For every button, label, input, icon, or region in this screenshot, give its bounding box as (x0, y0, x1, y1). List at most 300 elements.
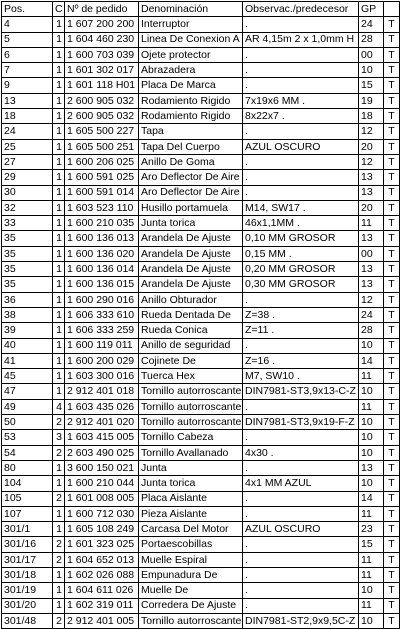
cell-c: 1 (53, 246, 65, 261)
cell-denomination: Tornillo Avallanado (139, 445, 243, 460)
cell-observations: . (243, 537, 359, 552)
cell-observations: . (243, 154, 359, 169)
table-row (2, 307, 400, 322)
cell-observations: 4x1 MM AZUL (243, 476, 359, 491)
cell-order-number: 1 600 136 020 (65, 246, 139, 261)
cell-pos: 104 (2, 476, 53, 491)
cell-gp: 00 (359, 47, 384, 62)
cell-gp: 10 (359, 476, 384, 491)
cell-c: 1 (53, 277, 65, 292)
cell-observations: . (243, 506, 359, 521)
cell-denomination: Anillo de seguridad (139, 338, 243, 353)
cell-order-number: 1 601 323 025 (65, 537, 139, 552)
cell-order-number: 1 600 703 039 (65, 47, 139, 62)
cell-pos: 33 (2, 216, 53, 231)
cell-denomination: Tornillo autorroscante (139, 415, 243, 430)
cell-gp: 13 (359, 231, 384, 246)
cell-order-number: 1 606 333 259 (65, 323, 139, 338)
cell-order-number: 1 600 206 025 (65, 154, 139, 169)
cell-observations: DIN7981-ST3,9x19-F-Z (243, 415, 359, 430)
cell-type: T (384, 613, 400, 628)
cell-gp: 10 (359, 63, 384, 78)
cell-pos: 27 (2, 154, 53, 169)
cell-order-number: 1 601 008 005 (65, 491, 139, 506)
table-row (2, 353, 400, 368)
cell-order-number: 1 603 415 005 (65, 430, 139, 445)
table-row (2, 613, 400, 628)
cell-gp: 24 (359, 307, 384, 322)
cell-observations: 8x22x7 . (243, 109, 359, 124)
table-row (2, 93, 400, 108)
cell-gp: 24 (359, 17, 384, 32)
cell-c: 1 (53, 353, 65, 368)
cell-denomination: Aro Deflector De Aire (139, 170, 243, 185)
cell-observations: 0,10 MM GROSOR (243, 231, 359, 246)
cell-order-number: 2 603 490 025 (65, 445, 139, 460)
table-row (2, 154, 400, 169)
cell-gp: 13 (359, 185, 384, 200)
cell-observations: 46x1,1MM . (243, 216, 359, 231)
cell-order-number: 1 600 591 014 (65, 185, 139, 200)
cell-c: 2 (53, 552, 65, 567)
header-gp: GP (359, 2, 384, 17)
cell-observations: 0,30 MM GROSOR (243, 277, 359, 292)
cell-gp: 10 (359, 415, 384, 430)
cell-denomination: Anillo De Goma (139, 154, 243, 169)
cell-denomination: Arandela De Ajuste (139, 262, 243, 277)
cell-type: T (384, 292, 400, 307)
parts-table-body (2, 2, 400, 629)
cell-order-number: 1 603 300 016 (65, 369, 139, 384)
cell-observations: . (243, 338, 359, 353)
cell-observations: 0,20 MM GROSOR (243, 262, 359, 277)
cell-type: T (384, 78, 400, 93)
table-row (2, 415, 400, 430)
cell-type: T (384, 200, 400, 215)
header-extra (384, 2, 400, 17)
cell-type: T (384, 583, 400, 598)
cell-denomination: Junta torica (139, 216, 243, 231)
cell-pos: 301/17 (2, 552, 53, 567)
cell-observations: Z=16 . (243, 353, 359, 368)
cell-denomination: Rodamiento Rigido (139, 109, 243, 124)
cell-observations: Z=38 . (243, 307, 359, 322)
cell-c: 1 (53, 292, 65, 307)
table-row (2, 17, 400, 32)
cell-pos: 80 (2, 460, 53, 475)
cell-type: T (384, 399, 400, 414)
cell-observations: . (243, 78, 359, 93)
cell-denomination: Cojinete De (139, 353, 243, 368)
cell-denomination: Empunadura De (139, 567, 243, 582)
cell-order-number: 1 603 523 110 (65, 200, 139, 215)
cell-observations: . (243, 47, 359, 62)
table-row (2, 323, 400, 338)
cell-order-number: 1 605 500 227 (65, 124, 139, 139)
cell-denomination: Anillo Obturador (139, 292, 243, 307)
cell-denomination: Tuerca Hex (139, 369, 243, 384)
cell-type: T (384, 170, 400, 185)
cell-observations: DIN7981-ST2,9x9,5C-Z (243, 613, 359, 628)
cell-gp: 10 (359, 430, 384, 445)
cell-gp: 19 (359, 93, 384, 108)
cell-type: T (384, 216, 400, 231)
cell-c: 1 (53, 124, 65, 139)
cell-pos: 54 (2, 445, 53, 460)
cell-pos: 35 (2, 262, 53, 277)
cell-observations: . (243, 292, 359, 307)
table-row (2, 32, 400, 47)
cell-pos: 7 (2, 63, 53, 78)
table-row (2, 445, 400, 460)
cell-type: T (384, 476, 400, 491)
cell-denomination: Ojete protector (139, 47, 243, 62)
cell-c: 2 (53, 445, 65, 460)
cell-type: T (384, 598, 400, 613)
cell-c: 1 (53, 307, 65, 322)
cell-denomination: Junta (139, 460, 243, 475)
cell-gp: 28 (359, 32, 384, 47)
cell-type: T (384, 460, 400, 475)
cell-pos: 301/20 (2, 598, 53, 613)
cell-denomination: Junta torica (139, 476, 243, 491)
cell-observations: AR 4,15m 2 x 1,0mm H (243, 32, 359, 47)
cell-c: 1 (53, 154, 65, 169)
cell-observations: Z=11 . (243, 323, 359, 338)
cell-order-number: 1 602 319 011 (65, 598, 139, 613)
cell-order-number: 1 604 611 026 (65, 583, 139, 598)
cell-observations: M14, SW17 . (243, 200, 359, 215)
cell-type: T (384, 323, 400, 338)
cell-denomination: Portaescobillas (139, 537, 243, 552)
cell-gp: 11 (359, 567, 384, 582)
cell-denomination: Muelle Espiral (139, 552, 243, 567)
cell-c: 1 (53, 170, 65, 185)
table-row (2, 109, 400, 124)
header-c: C (53, 2, 65, 17)
cell-c: 1 (53, 323, 65, 338)
cell-denomination: Muelle De (139, 583, 243, 598)
table-row (2, 185, 400, 200)
cell-type: T (384, 63, 400, 78)
cell-gp: 10 (359, 445, 384, 460)
cell-denomination: Linea De Conexion A (139, 32, 243, 47)
cell-gp: 18 (359, 109, 384, 124)
cell-gp: 11 (359, 506, 384, 521)
cell-order-number: 1 600 290 016 (65, 292, 139, 307)
cell-pos: 5 (2, 32, 53, 47)
cell-order-number: 2 912 401 018 (65, 384, 139, 399)
cell-type: T (384, 415, 400, 430)
cell-order-number: 1 600 136 015 (65, 277, 139, 292)
cell-gp: 14 (359, 353, 384, 368)
cell-pos: 47 (2, 384, 53, 399)
table-row (2, 506, 400, 521)
cell-pos: 25 (2, 139, 53, 154)
table-row (2, 170, 400, 185)
cell-observations: . (243, 583, 359, 598)
cell-gp: 11 (359, 552, 384, 567)
cell-pos: 35 (2, 277, 53, 292)
cell-gp: 23 (359, 522, 384, 537)
cell-order-number: 1 601 118 H01 (65, 78, 139, 93)
cell-c: 1 (53, 262, 65, 277)
cell-pos: 301/1 (2, 522, 53, 537)
cell-gp: 12 (359, 154, 384, 169)
cell-pos: 301/48 (2, 613, 53, 628)
table-row (2, 63, 400, 78)
cell-pos: 38 (2, 307, 53, 322)
cell-denomination: Arandela De Ajuste (139, 246, 243, 261)
table-row (2, 124, 400, 139)
cell-type: T (384, 154, 400, 169)
header-denomination: Denominación (139, 2, 243, 17)
table-row (2, 200, 400, 215)
cell-observations: DIN7981-ST3,9x13-C-Z (243, 384, 359, 399)
cell-order-number: 1 600 210 035 (65, 216, 139, 231)
cell-gp: 11 (359, 369, 384, 384)
cell-c: 1 (53, 583, 65, 598)
cell-type: T (384, 139, 400, 154)
cell-gp: 14 (359, 491, 384, 506)
cell-order-number: 1 606 333 610 (65, 307, 139, 322)
cell-type: T (384, 552, 400, 567)
cell-observations: . (243, 399, 359, 414)
header-observations: Observac./predecesor (243, 2, 359, 17)
cell-order-number: 2 912 401 020 (65, 415, 139, 430)
cell-c: 4 (53, 399, 65, 414)
cell-denomination: Tornillo autorroscante (139, 399, 243, 414)
cell-gp: 11 (359, 399, 384, 414)
cell-c: 1 (53, 506, 65, 521)
cell-order-number: 2 600 905 032 (65, 109, 139, 124)
cell-type: T (384, 430, 400, 445)
cell-observations: . (243, 63, 359, 78)
cell-order-number: 1 600 136 014 (65, 262, 139, 277)
cell-pos: 36 (2, 292, 53, 307)
cell-type: T (384, 353, 400, 368)
cell-c: 2 (53, 491, 65, 506)
cell-observations: AZUL OSCURO (243, 522, 359, 537)
table-row (2, 460, 400, 475)
cell-denomination: Arandela De Ajuste (139, 231, 243, 246)
cell-c: 1 (53, 567, 65, 582)
cell-type: T (384, 445, 400, 460)
cell-gp: 00 (359, 246, 384, 261)
cell-gp: 13 (359, 262, 384, 277)
cell-denomination: Arandela De Ajuste (139, 277, 243, 292)
cell-denomination: Rueda Conica (139, 323, 243, 338)
parts-table (1, 1, 400, 629)
cell-denomination: Tapa (139, 124, 243, 139)
cell-order-number: 1 605 500 251 (65, 139, 139, 154)
cell-c: 1 (53, 369, 65, 384)
cell-type: T (384, 537, 400, 552)
table-row (2, 216, 400, 231)
cell-observations: . (243, 124, 359, 139)
cell-type: T (384, 384, 400, 399)
cell-c: 1 (53, 32, 65, 47)
cell-pos: 9 (2, 78, 53, 93)
cell-c: 1 (53, 185, 65, 200)
cell-gp: 13 (359, 170, 384, 185)
cell-gp: 10 (359, 384, 384, 399)
cell-gp: 12 (359, 292, 384, 307)
cell-c: 3 (53, 430, 65, 445)
table-row (2, 292, 400, 307)
cell-pos: 35 (2, 246, 53, 261)
cell-gp: 15 (359, 537, 384, 552)
cell-c: 1 (53, 338, 65, 353)
cell-pos: 32 (2, 200, 53, 215)
table-row (2, 384, 400, 399)
table-row (2, 399, 400, 414)
cell-denomination: Tornillo autorroscante (139, 613, 243, 628)
cell-gp: 10 (359, 583, 384, 598)
cell-denomination: Rueda Dentada De (139, 307, 243, 322)
cell-denomination: Placa De Marca (139, 78, 243, 93)
cell-pos: 4 (2, 17, 53, 32)
header-pos: Pos. (2, 2, 53, 17)
cell-type: T (384, 491, 400, 506)
cell-pos: 301/19 (2, 583, 53, 598)
table-row (2, 338, 400, 353)
cell-denomination: Placa Aislante (139, 491, 243, 506)
cell-observations: 4x30 . (243, 445, 359, 460)
table-row (2, 231, 400, 246)
table-row (2, 598, 400, 613)
cell-order-number: 1 603 435 026 (65, 399, 139, 414)
table-row (2, 246, 400, 261)
cell-denomination: Abrazadera (139, 63, 243, 78)
cell-pos: 41 (2, 353, 53, 368)
cell-type: T (384, 369, 400, 384)
cell-c: 1 (53, 522, 65, 537)
cell-pos: 107 (2, 506, 53, 521)
table-row (2, 139, 400, 154)
table-row (2, 491, 400, 506)
table-row (2, 78, 400, 93)
cell-pos: 6 (2, 47, 53, 62)
cell-c: 1 (53, 216, 65, 231)
cell-observations: . (243, 552, 359, 567)
cell-denomination: Tapa Del Cuerpo (139, 139, 243, 154)
cell-order-number: 1 605 108 249 (65, 522, 139, 537)
cell-observations: . (243, 460, 359, 475)
cell-denomination: Aro Deflector De Aire (139, 185, 243, 200)
cell-observations: 0,15 MM . (243, 246, 359, 261)
cell-order-number: 2 912 401 005 (65, 613, 139, 628)
cell-pos: 30 (2, 185, 53, 200)
cell-type: T (384, 109, 400, 124)
table-row (2, 47, 400, 62)
cell-observations: M7, SW10 . (243, 369, 359, 384)
cell-c: 1 (53, 93, 65, 108)
header-row (2, 2, 400, 17)
table-row (2, 567, 400, 582)
cell-c: 2 (53, 537, 65, 552)
cell-gp: 13 (359, 277, 384, 292)
cell-type: T (384, 506, 400, 521)
cell-denomination: Pieza Aislante (139, 506, 243, 521)
cell-observations: . (243, 598, 359, 613)
cell-denomination: Tornillo autorroscante (139, 384, 243, 399)
cell-observations: AZUL OSCURO (243, 139, 359, 154)
cell-order-number: 1 600 210 044 (65, 476, 139, 491)
cell-order-number: 2 600 905 032 (65, 93, 139, 108)
cell-pos: 39 (2, 323, 53, 338)
cell-gp: 11 (359, 216, 384, 231)
cell-type: T (384, 522, 400, 537)
cell-gp: 10 (359, 338, 384, 353)
cell-c: 2 (53, 415, 65, 430)
cell-denomination: Tornillo Cabeza (139, 430, 243, 445)
cell-order-number: 1 602 026 088 (65, 567, 139, 582)
cell-c: 1 (53, 200, 65, 215)
cell-denomination: Corredera De Ajuste (139, 598, 243, 613)
table-row (2, 552, 400, 567)
table-row (2, 369, 400, 384)
cell-pos: 40 (2, 338, 53, 353)
cell-c: 1 (53, 598, 65, 613)
cell-observations: . (243, 430, 359, 445)
table-row (2, 583, 400, 598)
cell-c: 1 (53, 460, 65, 475)
cell-observations: . (243, 185, 359, 200)
cell-type: T (384, 246, 400, 261)
cell-type: T (384, 32, 400, 47)
cell-pos: 49 (2, 399, 53, 414)
cell-observations: . (243, 170, 359, 185)
cell-c: 1 (53, 109, 65, 124)
cell-c: 1 (53, 231, 65, 246)
cell-gp: 28 (359, 323, 384, 338)
table-row (2, 430, 400, 445)
cell-order-number: 1 601 302 017 (65, 63, 139, 78)
cell-pos: 29 (2, 170, 53, 185)
cell-type: T (384, 338, 400, 353)
cell-order-number: 1 600 136 013 (65, 231, 139, 246)
cell-type: T (384, 262, 400, 277)
cell-c: 1 (53, 17, 65, 32)
cell-order-number: 1 600 591 025 (65, 170, 139, 185)
cell-c: 1 (53, 139, 65, 154)
cell-type: T (384, 277, 400, 292)
cell-gp: 20 (359, 200, 384, 215)
cell-type: T (384, 567, 400, 582)
cell-order-number: 1 604 652 013 (65, 552, 139, 567)
cell-pos: 13 (2, 93, 53, 108)
cell-pos: 105 (2, 491, 53, 506)
cell-order-number: 3 600 150 021 (65, 460, 139, 475)
cell-type: T (384, 307, 400, 322)
cell-c: 1 (53, 63, 65, 78)
cell-denomination: Interruptor (139, 17, 243, 32)
cell-type: T (384, 93, 400, 108)
cell-c: 1 (53, 384, 65, 399)
cell-gp: 20 (359, 139, 384, 154)
cell-observations: 7x19x6 MM . (243, 93, 359, 108)
cell-denomination: Carcasa Del Motor (139, 522, 243, 537)
cell-pos: 301/18 (2, 567, 53, 582)
cell-observations: . (243, 17, 359, 32)
cell-pos: 50 (2, 415, 53, 430)
cell-pos: 53 (2, 430, 53, 445)
cell-pos: 35 (2, 231, 53, 246)
cell-type: T (384, 124, 400, 139)
cell-denomination: Husillo portamuela (139, 200, 243, 215)
cell-c: 1 (53, 476, 65, 491)
